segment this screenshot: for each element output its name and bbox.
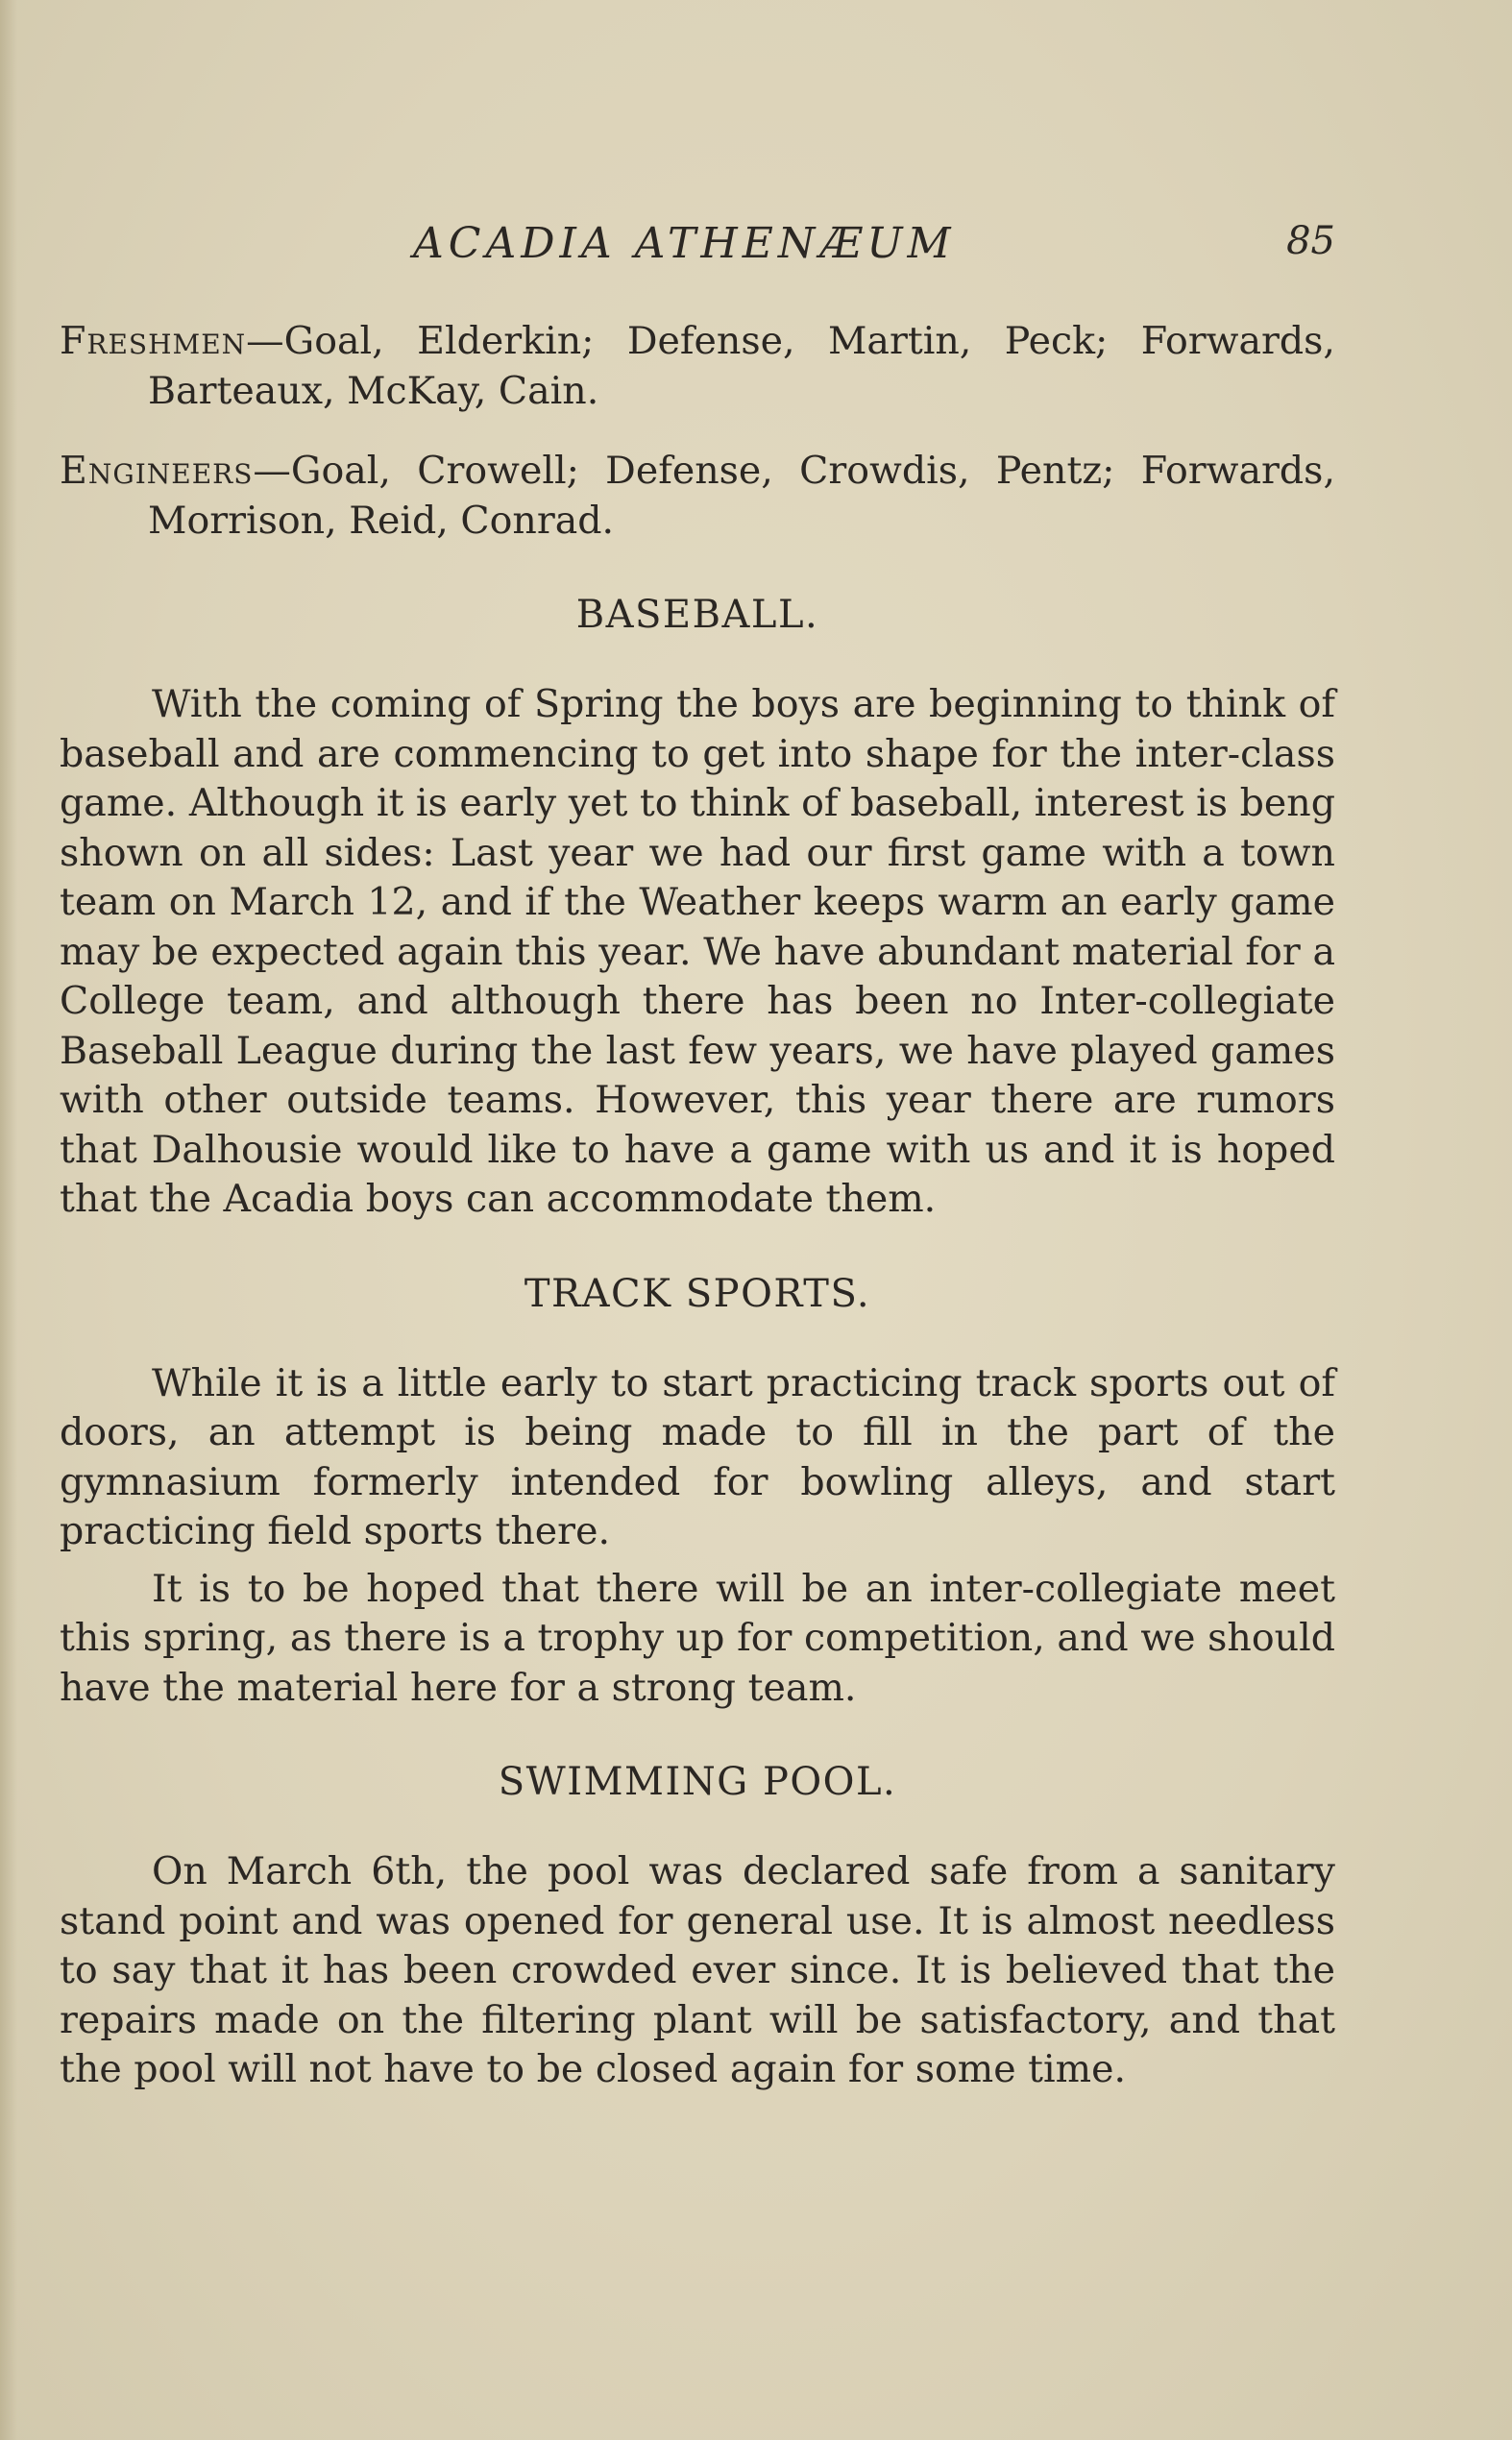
paragraph: With the coming of Spring the boys are beginning to think of baseball and are commencing to get into shape for the inter-class game. Although it is early yet to think of baseball, interest is beng shown on all sides: Last year we had our first game with a town team on March 12, and if the Weather keeps warm an early game may be expected again this year. We have abundant material for a College team, and although there has been no Inter-collegiate Baseball League during the last few years, we have played games with other outside teams. However, this year there are rumors that Dalhousie would like to have a game with us and it is hoped that the Acadia boys can accommodate them.: [60, 682, 1335, 1221]
page-body: [60, 317, 1335, 2095]
roster-team-name: Engineers: [60, 449, 254, 493]
roster-freshmen: [60, 317, 1335, 416]
page-header: [413, 219, 1335, 277]
roster-team-name: Freshmen: [60, 319, 247, 363]
paragraph: It is to be hoped that there will be an inter-collegiate meet this spring, as there is a trophy up for competition, and we should have the material here for a strong team.: [60, 1566, 1335, 1710]
page-number: 85: [1286, 219, 1335, 263]
roster-lineup: —Goal, Elderkin; Defense, Martin, Peck; Forwards, Barteaux, McKay, Cain.: [148, 319, 1335, 413]
roster-lineup: —Goal, Crowell; Defense, Crowdis, Pentz; Forwards, Morrison, Reid, Conrad.: [148, 449, 1335, 543]
paragraph: On March 6th, the pool was declared safe from a sanitary stand point and was opened for general use. It is almost needless to say that it has been crowded ever since. It is believed that the repairs made on the filtering plant will be satisfactory, and that the pool will not have to be closed again for some time.: [60, 1849, 1335, 2091]
section-title-swimming-pool: SWIMMING POOL.: [498, 1760, 897, 1804]
paragraph: While it is a little early to start practicing track sports out of doors, an attempt is being made to fill in the part of the gymnasium formerly intended for bowling alleys, and start practicing field sports there.: [60, 1360, 1335, 1553]
roster-engineers: [60, 447, 1335, 546]
section-title-baseball: BASEBALL.: [575, 593, 819, 637]
running-title: ACADIA ATHENÆUM: [413, 219, 956, 268]
section-title-track-sports: TRACK SPORTS.: [524, 1271, 871, 1316]
